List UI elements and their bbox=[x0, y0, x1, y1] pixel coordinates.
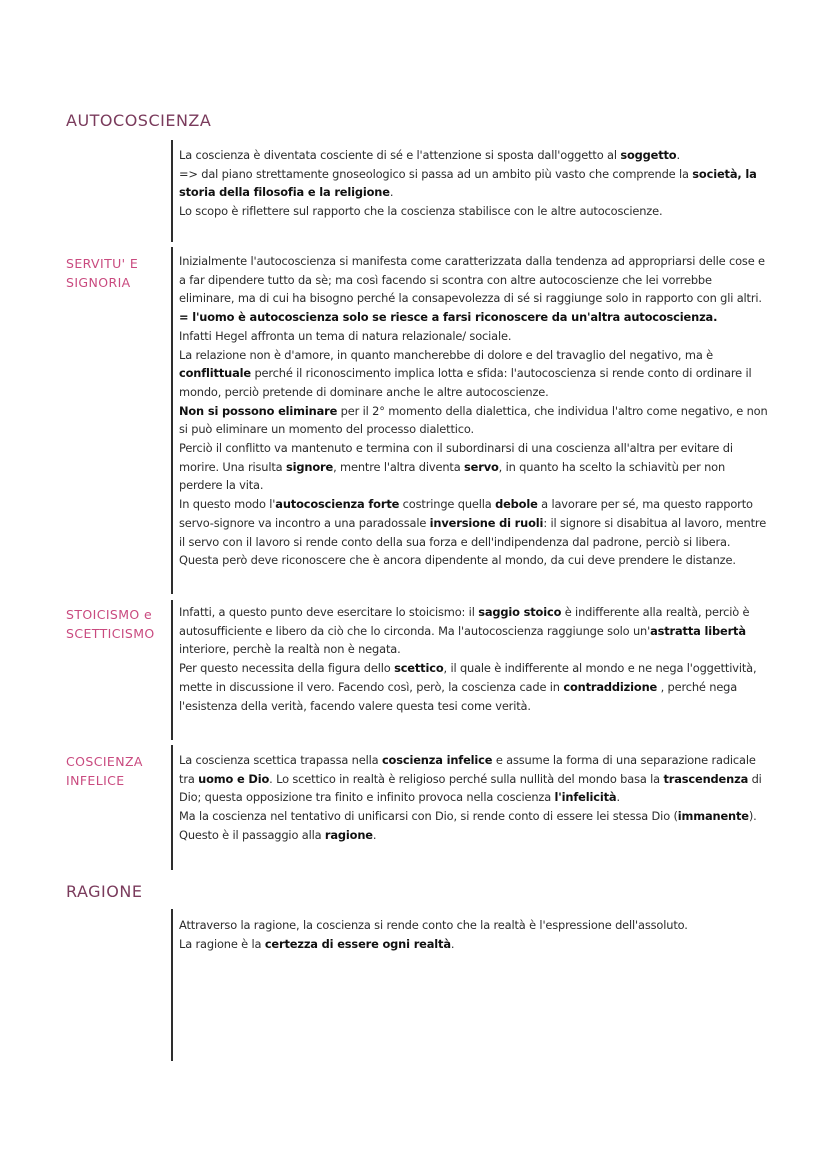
emphasis-text: trascendenza bbox=[663, 771, 749, 786]
emphasis-text: certezza di essere ogni realtà bbox=[264, 936, 451, 951]
paragraph bbox=[179, 603, 769, 659]
side-label-coscienza-infelice bbox=[66, 752, 170, 790]
emphasis-text: autocoscienza forte bbox=[275, 497, 400, 512]
body-text: è indifferente alla realtà, perciò è autosufficiente e libero da ciò che lo circonda. Ma l'autocoscienza raggiunge solo un' bbox=[179, 605, 750, 638]
text-block-ragione bbox=[179, 916, 769, 953]
side-label-line: STOICISMO e bbox=[66, 607, 153, 622]
emphasis-text: = l'uomo è autocoscienza solo se riesce a farsi riconoscere da un'altra autocoscienza. bbox=[179, 310, 718, 325]
side-label-stoicismo-scetticismo bbox=[66, 605, 170, 643]
body-text: . bbox=[450, 936, 455, 951]
body-text: La ragione è la bbox=[179, 936, 265, 951]
body-text: , perché nega l'esistenza della verità, facendo valere questa tesi come verità. bbox=[179, 679, 738, 713]
paragraph bbox=[179, 659, 769, 715]
paragraph bbox=[179, 165, 769, 202]
paragraph bbox=[179, 826, 769, 845]
emphasis-text: conflittuale bbox=[179, 366, 251, 381]
paragraph bbox=[179, 252, 769, 308]
paragraph bbox=[179, 495, 769, 570]
emphasis-text: saggio stoico bbox=[478, 605, 562, 619]
margin-rule bbox=[171, 140, 173, 242]
side-label-line: SERVITU' E bbox=[66, 256, 139, 271]
side-label-line: COSCIENZA bbox=[66, 754, 143, 769]
emphasis-text: contraddizione bbox=[563, 679, 658, 694]
body-text: , in quanto ha scelto la schiavitù per non perdere la vita. bbox=[179, 459, 726, 493]
paragraph bbox=[179, 308, 769, 327]
body-text: Perciò il conflitto va mantenuto e termina con il subordinarsi di una coscienza all'altra per evitare di morire. Una risulta bbox=[179, 441, 733, 474]
body-text: Lo scopo è riflettere sul rapporto che la coscienza stabilisce con le altre autocoscienze. bbox=[179, 204, 663, 219]
body-text: interiore, perchè la realtà non è negata. bbox=[179, 642, 401, 657]
text-block-autocoscienza bbox=[179, 146, 769, 221]
body-text: La coscienza è diventata cosciente di sé e l'attenzione si sposta dall'oggetto al bbox=[179, 148, 621, 162]
body-text: In questo modo l' bbox=[179, 497, 276, 512]
body-text: : il signore si disabitua al lavoro, mentre il servo con il lavoro si rende conto della sua forza e dell'indipendenza dal padrone, perciò si libera. Questa però deve riconoscere che è ancora dipendente al mondo, da cui deve prendere le distanze. bbox=[179, 515, 767, 568]
body-text: => dal piano strettamente gnoseologico si passa ad un ambito più vasto che comprende la bbox=[179, 166, 693, 181]
body-text: Infatti, a questo punto deve esercitare lo stoicismo: il bbox=[179, 605, 479, 619]
emphasis-text: soggetto bbox=[620, 148, 677, 162]
margin-rule bbox=[171, 745, 173, 870]
body-text: perché il riconoscimento implica lotta e sfida: l'autocoscienza si rende conto di ordinare il mondo, perciò pretende di dominare anche le altre autocoscienze. bbox=[179, 366, 752, 399]
emphasis-text: immanente bbox=[677, 809, 749, 824]
paragraph bbox=[179, 751, 769, 807]
paragraph bbox=[179, 439, 769, 495]
side-label-servitu-signoria bbox=[66, 254, 170, 292]
body-text: Attraverso la ragione, la coscienza si rende conto che la realtà è l'espressione dell'assoluto. bbox=[179, 918, 688, 932]
paragraph bbox=[179, 146, 769, 165]
body-text: per il 2° momento della dialettica, che individua l'altro come negativo, e non si può eliminare un momento del processo dialettico. bbox=[179, 403, 768, 437]
side-label-line: SIGNORIA bbox=[66, 275, 131, 290]
body-text: La relazione non è d'amore, in quanto mancherebbe di dolore e del travaglio del negativo, ma è bbox=[179, 347, 713, 362]
body-text: a lavorare per sé, ma questo rapporto servo-signore va incontro a una paradossale bbox=[179, 497, 753, 530]
paragraph bbox=[179, 807, 769, 826]
body-text: . bbox=[389, 185, 394, 200]
emphasis-text: servo bbox=[464, 459, 499, 474]
body-text: Per questo necessita della figura dello bbox=[179, 661, 395, 676]
text-block-servitu-signoria bbox=[179, 252, 769, 570]
emphasis-text: società, la storia della filosofia e la religione bbox=[179, 166, 757, 200]
body-text: costringe quella bbox=[399, 497, 496, 512]
text-block-stoicismo-scetticismo bbox=[179, 603, 769, 715]
margin-rule bbox=[171, 600, 173, 740]
emphasis-text: signore bbox=[286, 459, 334, 474]
body-text: Questo è il passaggio alla bbox=[179, 827, 325, 842]
emphasis-text: coscienza infelice bbox=[381, 753, 493, 767]
section-heading-ragione: RAGIONE bbox=[66, 882, 143, 901]
body-text: . bbox=[372, 827, 377, 842]
side-label-line: INFELICE bbox=[66, 773, 125, 788]
paragraph bbox=[179, 402, 769, 439]
body-text: Inizialmente l'autocoscienza si manifesta come caratterizzata dalla tendenza ad appropriarsi delle cose e a far dipendere tutto da sè; ma così facendo si scontra con altre autocoscienze che lei vorrebbe eliminare, ma di cui ha bisogno perché la consapevolezza di sé si raggiunge solo in rapporto con gli altri. bbox=[179, 254, 765, 306]
paragraph bbox=[179, 916, 769, 935]
emphasis-text: scettico bbox=[394, 661, 444, 676]
text-block-coscienza-infelice bbox=[179, 751, 769, 845]
section-heading-autocoscienza: AUTOCOSCIENZA bbox=[66, 111, 212, 130]
margin-rule bbox=[171, 247, 173, 594]
paragraph bbox=[179, 346, 769, 402]
paragraph bbox=[179, 327, 769, 346]
body-text: La coscienza scettica trapassa nella bbox=[179, 753, 382, 767]
body-text: di Dio; questa opposizione tra finito e infinito provoca nella coscienza bbox=[179, 771, 762, 805]
body-text: , mentre l'altra diventa bbox=[333, 459, 465, 474]
emphasis-text: ragione bbox=[324, 827, 373, 842]
body-text: , il quale è indifferente al mondo e ne nega l'oggettività, mette in discussione il vero. Facendo così, però, la coscienza cade in bbox=[179, 661, 757, 694]
paragraph bbox=[179, 202, 769, 221]
paragraph bbox=[179, 935, 769, 954]
body-text: . bbox=[616, 790, 620, 805]
body-text: ). bbox=[748, 809, 757, 824]
body-text: . Lo scettico in realtà è religioso perché sulla nullità del mondo basa la bbox=[269, 771, 664, 786]
emphasis-text: Non si possono eliminare bbox=[179, 403, 338, 418]
emphasis-text: inversione di ruoli bbox=[429, 515, 544, 530]
body-text: . bbox=[676, 148, 680, 162]
emphasis-text: debole bbox=[495, 497, 538, 512]
margin-rule bbox=[171, 909, 173, 1061]
emphasis-text: astratta libertà bbox=[650, 623, 746, 638]
side-label-line: SCETTICISMO bbox=[66, 626, 155, 641]
emphasis-text: uomo e Dio bbox=[198, 771, 270, 786]
body-text: Ma la coscienza nel tentativo di unificarsi con Dio, si rende conto di essere lei stessa Dio ( bbox=[179, 809, 678, 824]
body-text: Infatti Hegel affronta un tema di natura relazionale/ sociale. bbox=[179, 328, 512, 343]
body-text: e assume la forma di una separazione radicale tra bbox=[179, 753, 756, 786]
emphasis-text: l'infelicità bbox=[554, 790, 617, 805]
